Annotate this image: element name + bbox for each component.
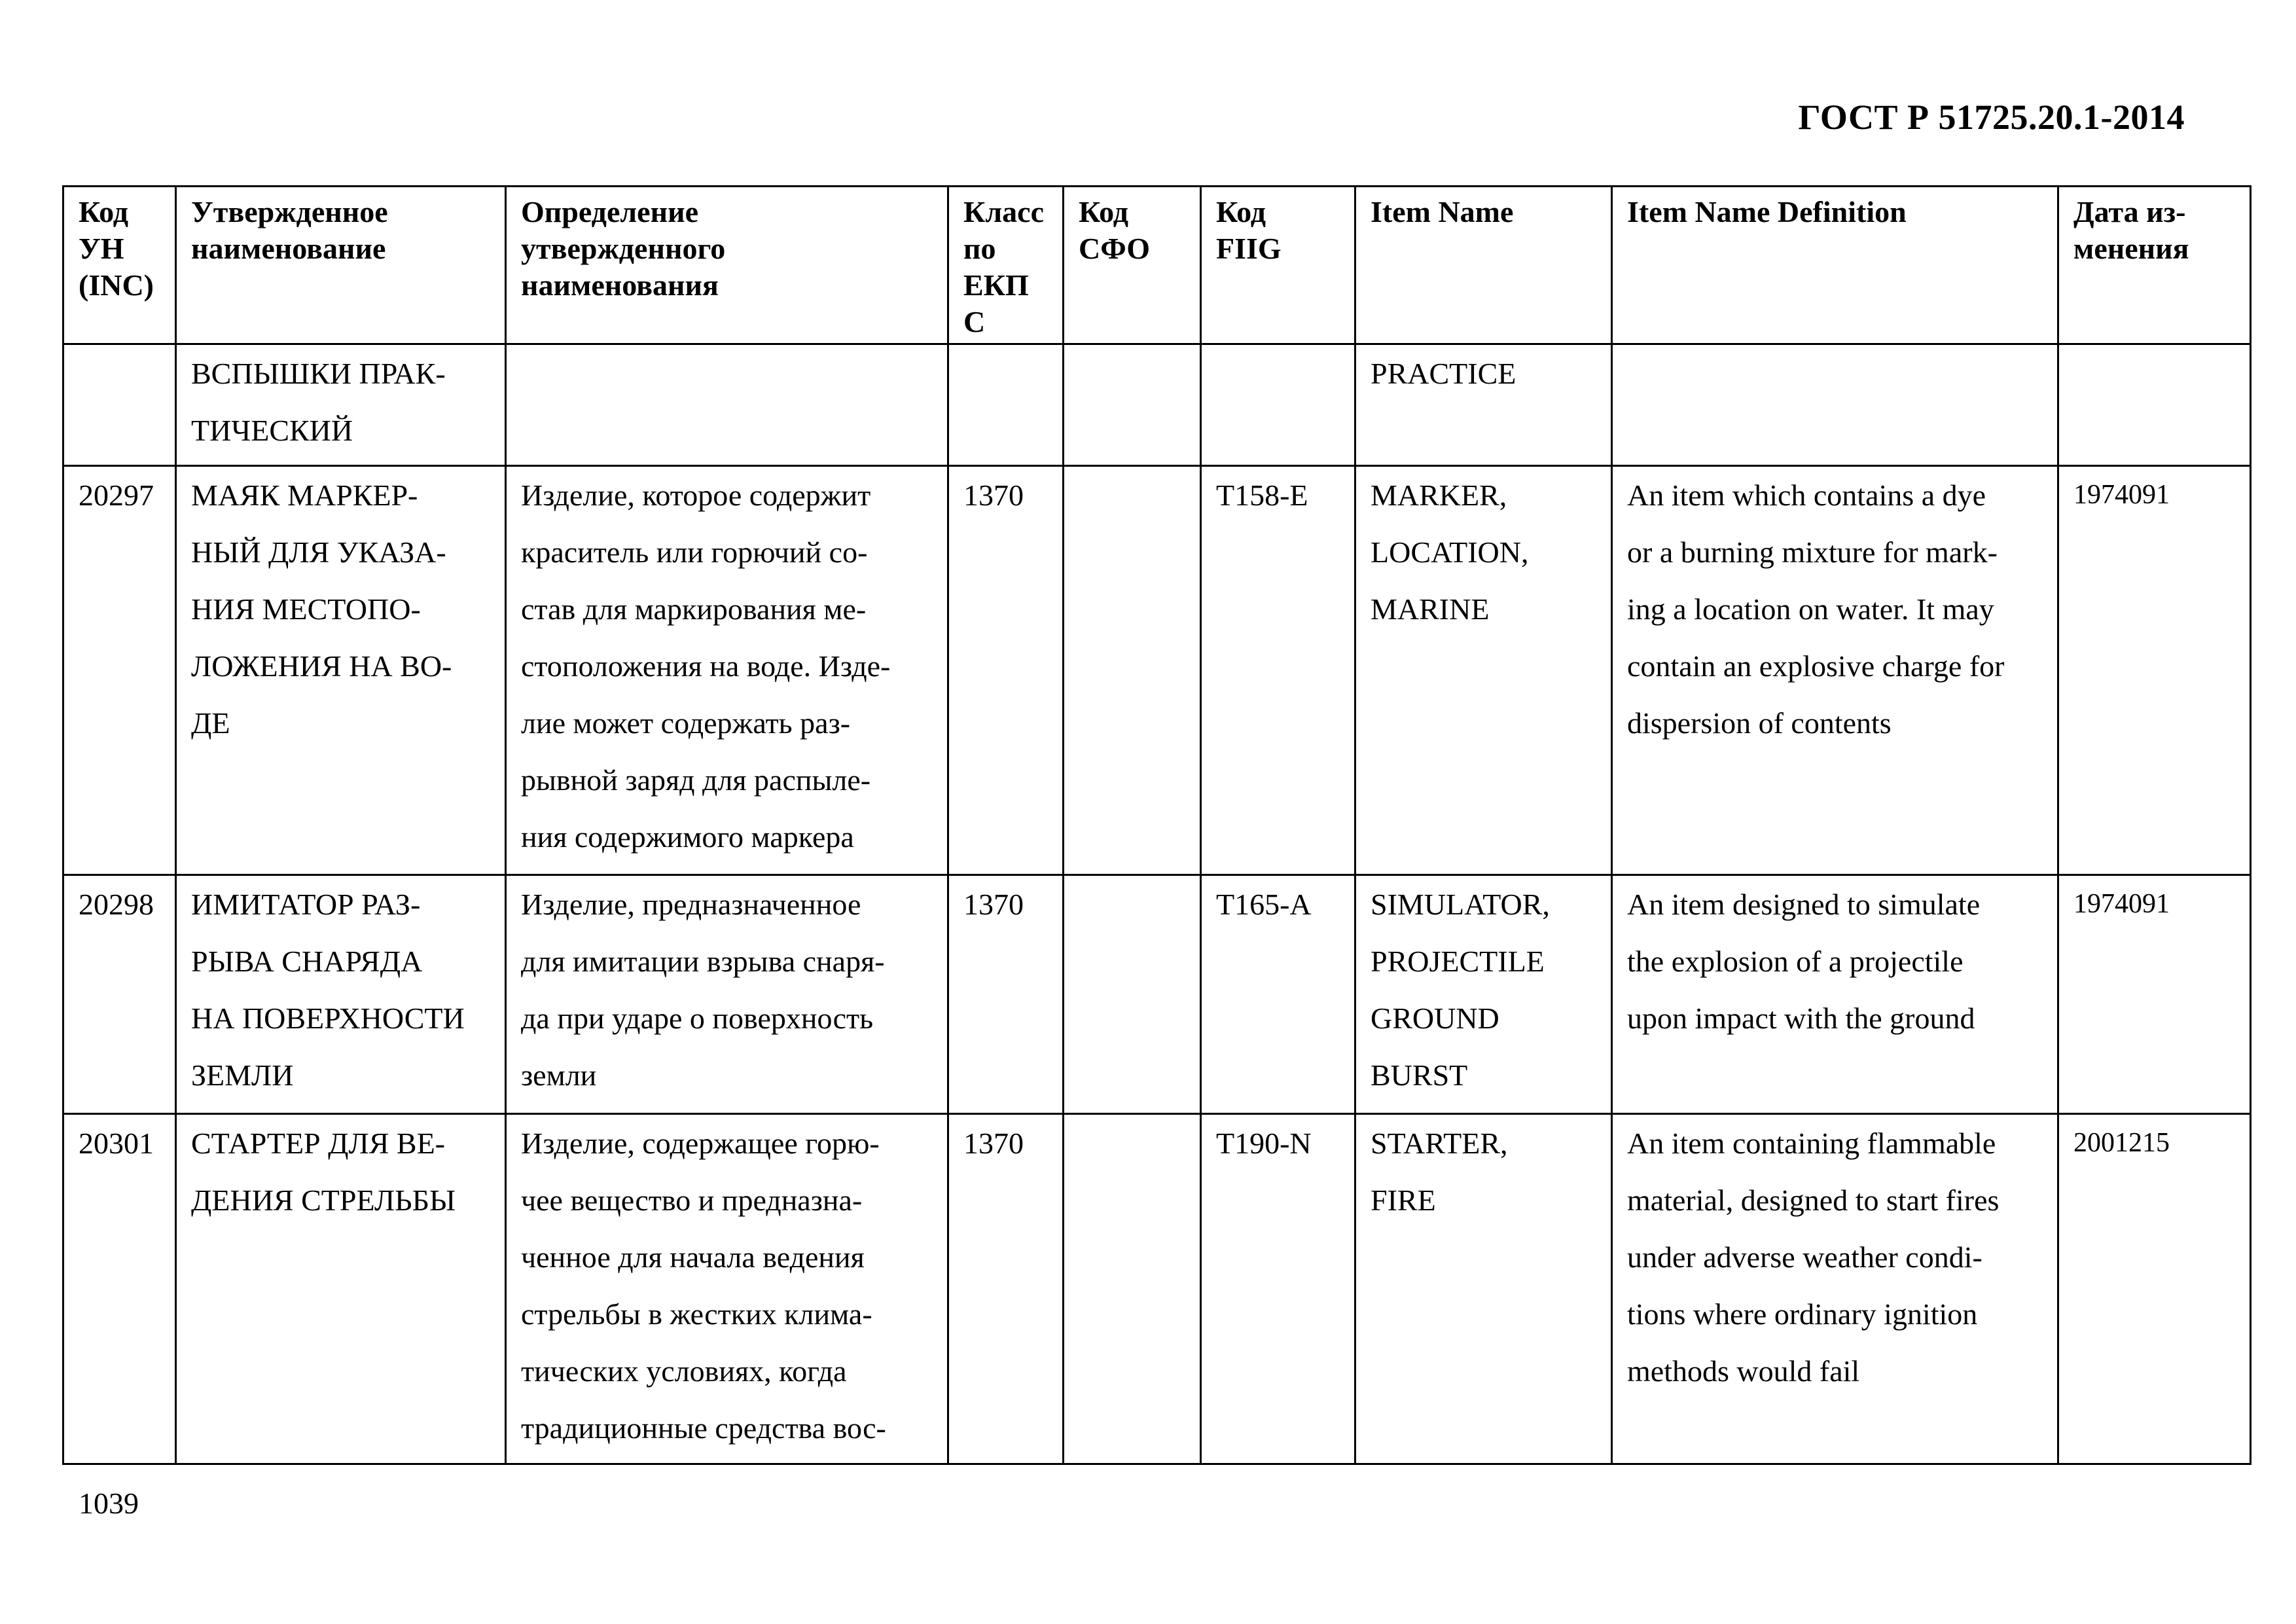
cell-inc: 20298 (63, 875, 176, 1114)
cell-definition (506, 344, 948, 466)
cell-date: 1974091 (2058, 466, 2251, 875)
cell-approved-name: МАЯК МАРКЕР- НЫЙ ДЛЯ УКАЗА- НИЯ МЕСТОПО- ЛОЖЕНИЯ НА ВО- ДЕ (176, 466, 506, 875)
cell-inc: 20301 (63, 1114, 176, 1464)
header-class: Класс по ЕКП С (948, 187, 1064, 344)
cell-date: 1974091 (2058, 875, 2251, 1114)
cell-inc: 20297 (63, 466, 176, 875)
cell-item-name: SIMULATOR, PROJECTILE GROUND BURST (1355, 875, 1612, 1114)
cell-item-name: PRACTICE (1355, 344, 1612, 466)
cell-sfo (1064, 1114, 1201, 1464)
cell-fiig: T165-A (1201, 875, 1355, 1114)
cell-date: 2001215 (2058, 1114, 2251, 1464)
cell-inc (63, 344, 176, 466)
cell-sfo (1064, 466, 1201, 875)
cell-fiig: T190-N (1201, 1114, 1355, 1464)
cell-sfo (1064, 875, 1201, 1114)
cell-approved-name: ИМИТАТОР РАЗ- РЫВА СНАРЯДА НА ПОВЕРХНОСТИ ЗЕМЛИ (176, 875, 506, 1114)
table-row (63, 875, 2251, 1114)
cell-definition: Изделие, предназначенное для имитации взрыва снаря- да при ударе о поверхность земли (506, 875, 948, 1114)
table-header-row (63, 187, 2251, 344)
header-item-name: Item Name (1355, 187, 1612, 344)
header-sfo: Код СФО (1064, 187, 1201, 344)
header-change-date: Дата из- менения (2058, 187, 2251, 344)
page-number: 1039 (79, 1487, 139, 1520)
cell-fiig: T158-E (1201, 466, 1355, 875)
cell-definition: Изделие, содержащее горю- чее вещество и предназна- ченное для начала ведения стрельбы в жестких клима- тических условиях, когда традиционные средства вос- (506, 1114, 948, 1464)
table-row (63, 466, 2251, 875)
cell-item-name: MARKER, LOCATION, MARINE (1355, 466, 1612, 875)
cell-class: 1370 (948, 466, 1064, 875)
cell-item-name: STARTER, FIRE (1355, 1114, 1612, 1464)
cell-class (948, 344, 1064, 466)
cell-item-definition: An item designed to simulate the explosion of a projectile upon impact with the ground (1612, 875, 2058, 1114)
table-row (63, 1114, 2251, 1464)
header-inc: Код УН (INC) (63, 187, 176, 344)
cell-item-definition: An item containing flammable material, designed to start fires under adverse weather condi- tions where ordinary ignition methods would fail (1612, 1114, 2058, 1464)
cell-approved-name: СТАРТЕР ДЛЯ ВЕ- ДЕНИЯ СТРЕЛЬБЫ (176, 1114, 506, 1464)
header-item-name-definition: Item Name Definition (1612, 187, 2058, 344)
cell-item-definition (1612, 344, 2058, 466)
header-fiig: Код FIIG (1201, 187, 1355, 344)
header-definition: Определение утвержденного наименования (506, 187, 948, 344)
header-approved-name: Утвержденное наименование (176, 187, 506, 344)
cell-definition: Изделие, которое содержит краситель или горючий со- став для маркирования ме- стоположения на воде. Изде- лие может содержать раз- рывной заряд для распыле- ния содержимого маркера (506, 466, 948, 875)
cell-item-definition: An item which contains a dye or a burning mixture for mark- ing a location on water. It may contain an explosive charge for dispersion of contents (1612, 466, 2058, 875)
cell-fiig (1201, 344, 1355, 466)
cell-class: 1370 (948, 875, 1064, 1114)
cell-class: 1370 (948, 1114, 1064, 1464)
document-code: ГОСТ Р 51725.20.1-2014 (1798, 98, 2185, 137)
cell-sfo (1064, 344, 1201, 466)
cell-date (2058, 344, 2251, 466)
cell-approved-name: ВСПЫШКИ ПРАК- ТИЧЕСКИЙ (176, 344, 506, 466)
classification-table (62, 185, 2251, 1465)
table-row (63, 344, 2251, 466)
